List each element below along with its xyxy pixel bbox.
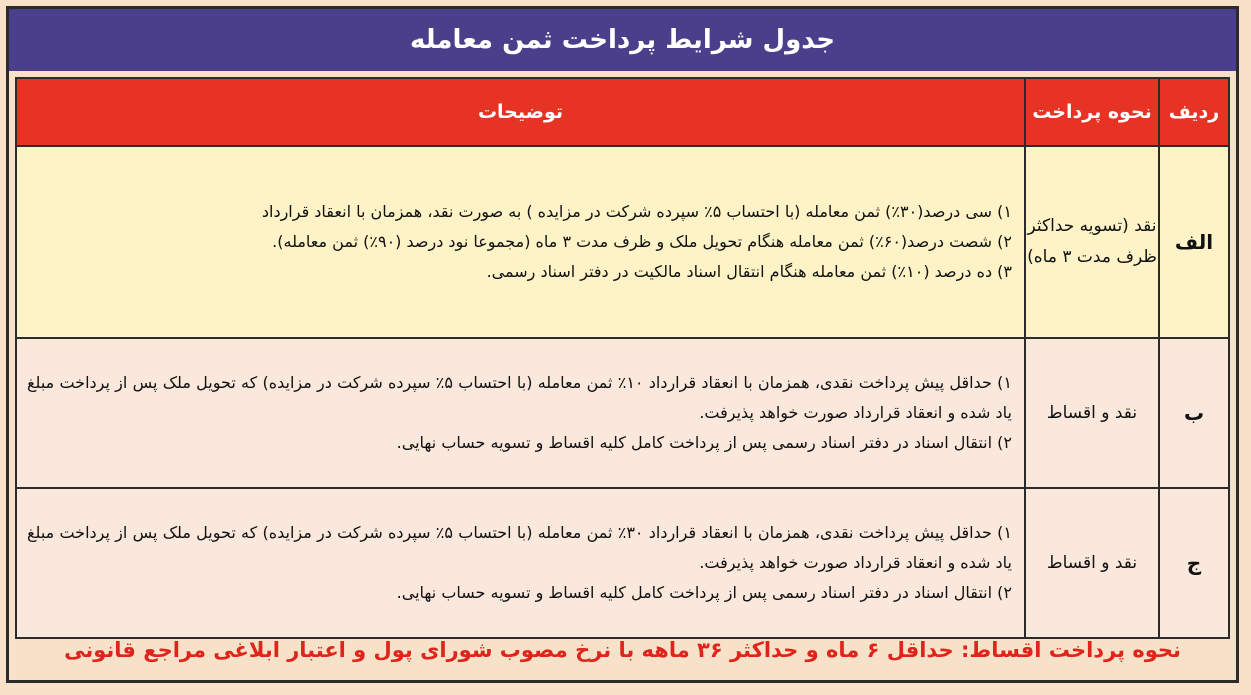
table-row <box>16 146 1229 338</box>
row-description <box>16 488 1025 638</box>
table-row <box>16 338 1229 488</box>
description-line: ۲) انتقال اسناد در دفتر اسناد رسمی پس از پرداخت کامل کلیه اقساط و تسویه حساب نهایی. <box>396 433 1012 452</box>
table-row <box>16 488 1229 638</box>
row-index: ج <box>1159 488 1229 638</box>
row-index: ب <box>1159 338 1229 488</box>
payment-terms-table <box>15 77 1230 639</box>
header-row-index: ردیف <box>1159 78 1229 146</box>
header-payment-method: نحوه پرداخت <box>1025 78 1159 146</box>
row-payment-method: نقد و اقساط <box>1025 338 1159 488</box>
installment-footnote: نحوه پرداخت اقساط: حداقل ۶ ماه و حداکثر ۳۶ ماهه با نرخ مصوب شورای پول و اعتبار ابلاغی مراجع قانونی <box>64 638 1181 662</box>
description-line: ۲) انتقال اسناد در دفتر اسناد رسمی پس از پرداخت کامل کلیه اقساط و تسویه حساب نهایی. <box>396 583 1012 602</box>
header-row <box>16 78 1229 146</box>
description-line: ۱) حداقل پیش پرداخت نقدی، همزمان با انعقاد قرارداد ۱۰٪ ثمن معامله (با احتساب ۵٪ سپرده شرکت در مزایده) که تحویل ملک پس از پرداخت مبلغ یاد شده و انعقاد قرارداد صورت خواهد پذیرفت. <box>27 373 1012 422</box>
description-line: ۲) شصت درصد(۶۰٪) ثمن معامله هنگام تحویل ملک و ظرف مدت ۳ ماه (مجموعا نود درصد (۹۰٪) ثمن معامله). <box>272 232 1012 251</box>
row-description <box>16 146 1025 338</box>
table-title: جدول شرایط پرداخت ثمن معامله <box>9 9 1236 71</box>
header-description: توضیحات <box>16 78 1025 146</box>
payment-terms-panel <box>6 6 1239 683</box>
description-line: ۳) ده درصد (۱۰٪) ثمن معامله هنگام انتقال اسناد مالکیت در دفتر اسناد رسمی. <box>486 262 1012 281</box>
row-payment-method: نقد و اقساط <box>1025 488 1159 638</box>
row-payment-method: نقد (تسویه حداکثر ظرف مدت ۳ ماه) <box>1025 146 1159 338</box>
row-index: الف <box>1159 146 1229 338</box>
description-line: ۱) سی درصد(۳۰٪) ثمن معامله (با احتساب ۵٪ سپرده شرکت در مزایده ) به صورت نقد، همزمان با انعقاد قرارداد <box>261 202 1012 221</box>
description-line: ۱) حداقل پیش پرداخت نقدی، همزمان با انعقاد قرارداد ۳۰٪ ثمن معامله (با احتساب ۵٪ سپرده شرکت در مزایده) که تحویل ملک پس از پرداخت مبلغ یاد شده و انعقاد قرارداد صورت خواهد پذیرفت. <box>27 523 1012 572</box>
row-description <box>16 338 1025 488</box>
